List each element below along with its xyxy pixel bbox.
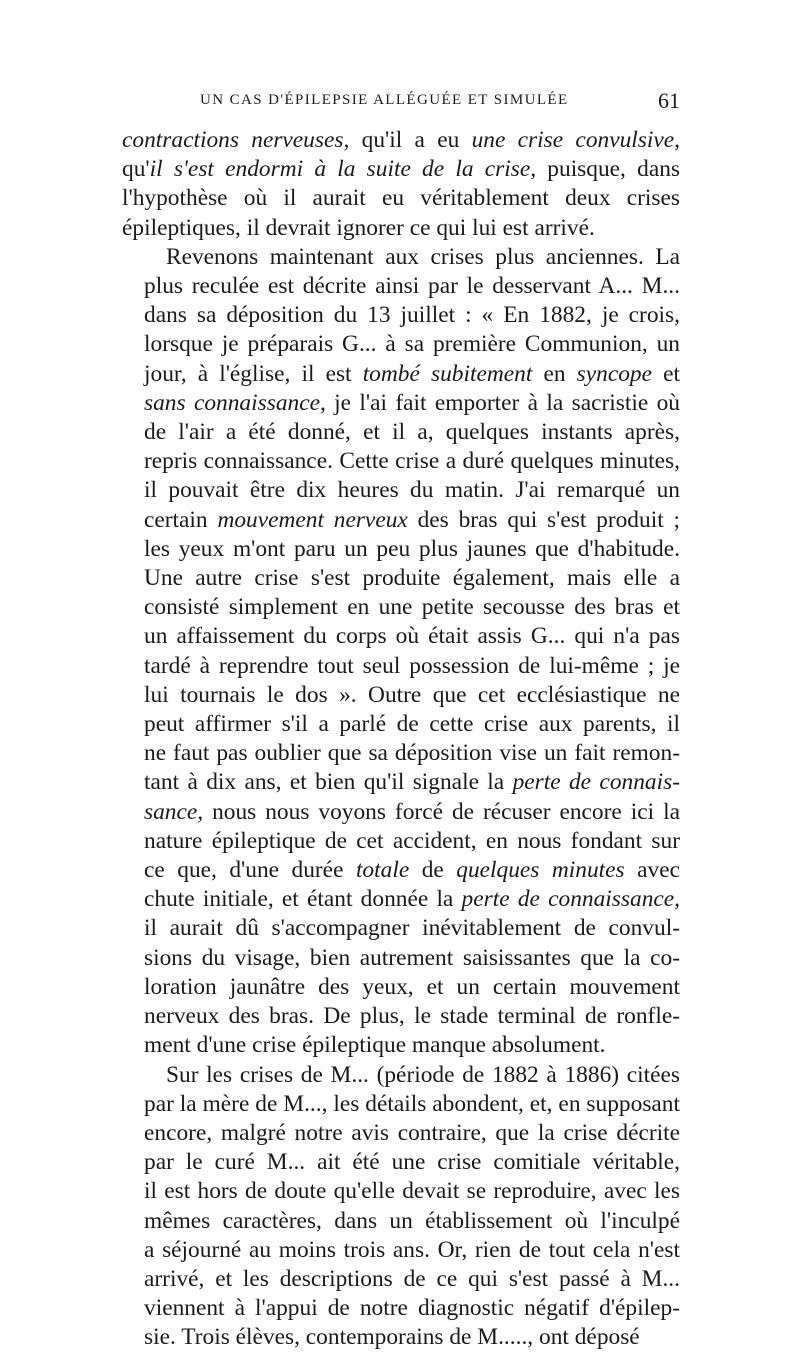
text-line [122,739,680,768]
text-segment: nous nous voyons forcé de récuser encore ici la [203,798,680,825]
text-segment: en [532,360,577,387]
text-segment: par la mère de M..., les détails abondent, et, en supposant [144,1090,680,1117]
text-segment: tant à dix ans, et bien qu'il signale la [144,769,513,796]
italic-text: perte de connaissance, [461,886,680,913]
text-segment: nerveux des bras. De plus, le stade terminal de ronfle- [144,1003,680,1030]
text-line [122,184,680,213]
text-segment: mêmes caractères, dans un établissement où l'inculpé [144,1207,680,1234]
italic-text: syncope [576,360,652,387]
text-segment: ne faut pas oublier que sa déposition vise un fait remon- [144,740,680,767]
text-segment: nature épileptique de cet accident, en nous fondant sur [144,827,680,854]
text-segment: sie. Trois élèves, contemporains de M....., ont déposé [144,1324,640,1351]
text-line [122,214,680,243]
italic-text: perte de connais- [512,769,680,796]
paragraph [122,126,680,243]
italic-text: quelques minutes [456,857,625,884]
text-segment: Sur les crises de M... (période de 1882 à 1886) citées [166,1061,680,1088]
italic-text: mouvement nerveux [217,506,408,533]
body-text [122,126,680,1353]
text-segment: viennent à l'appui de notre diagnostic négatif d'épilep- [144,1295,680,1322]
text-line [122,476,680,505]
text-line [122,1294,680,1323]
text-line [122,710,680,739]
text-segment: lui tournais le dos ». Outre que cet ecclésiastique ne [144,681,680,708]
text-segment: il aurait dû s'accompagner inévitablement de convul- [144,915,680,942]
text-segment: des bras qui s'est produit ; [407,506,680,533]
text-segment: qu'il a eu [349,127,472,153]
text-line [122,1177,680,1206]
text-line [122,856,680,885]
text-line [122,1207,680,1236]
text-segment: loration jaunâtre des yeux, et un certain mouvement [144,973,680,1000]
text-line [122,1031,680,1060]
italic-text: totale [355,857,410,884]
running-head [122,88,680,118]
text-line [122,1061,680,1090]
text-segment: Revenons maintenant aux crises plus anciennes. La [166,243,680,270]
text-segment: jour, à l'église, il est [144,360,363,387]
text-line [122,1090,680,1119]
text-line [122,301,680,330]
paragraph [122,1061,680,1353]
page-number: 61 [658,88,680,113]
text-segment: ce que, d'une durée [144,857,356,884]
text-line [122,973,680,1002]
text-line [122,1236,680,1265]
text-segment: arrivé, et les descriptions de ce qui s'est passé à M... [144,1265,680,1292]
text-segment: puisque, dans [536,156,681,183]
text-line [122,1119,680,1148]
text-line [122,652,680,681]
text-segment: certain [144,506,218,533]
text-segment: lorsque je préparais G... à sa première Communion, un [144,331,680,358]
text-segment: de l'air a été donné, et il a, quelques instants après, [144,419,680,446]
text-segment: peut affirmer s'il a parlé de cette crise aux parents, il [144,711,680,738]
italic-text: sance, [144,798,204,825]
text-line [122,447,680,476]
text-line [122,126,680,155]
text-line [122,155,680,184]
book-page [122,88,680,1353]
text-segment: plus reculée est décrite ainsi par le desservant A... M... [144,273,680,300]
text-segment: dans sa déposition du 13 juillet : « En 1882, je crois, [144,302,680,329]
text-segment: tardé à reprendre tout seul possession de lui-même ; je [144,652,680,679]
text-segment: de [409,857,457,884]
text-segment: consisté simplement en une petite secousse des bras et [144,594,680,621]
text-segment: les yeux m'ont paru un peu plus jaunes que d'habitude. [144,535,680,562]
italic-text: il s'est endormi à la suite de la crise, [149,156,537,183]
text-line [122,885,680,914]
text-line [122,418,680,447]
text-segment: un affaissement du corps où était assis G... qui n'a pas [144,623,680,650]
text-line [122,768,680,797]
text-line [122,593,680,622]
text-line [122,360,680,389]
italic-text: une crise convulsive, [471,127,680,153]
text-line [122,1265,680,1294]
text-line [122,243,680,272]
text-line [122,1323,680,1352]
italic-text: contractions nerveuses, [122,127,350,153]
text-segment: a séjourné au moins trois ans. Or, rien de tout cela n'est [144,1236,680,1263]
italic-text: tombé subitement [362,360,533,387]
paragraph [122,243,680,1061]
text-line [122,535,680,564]
text-line [122,272,680,301]
text-line [122,622,680,651]
text-segment: ment d'une crise épileptique manque absolument. [144,1032,606,1059]
text-line [122,914,680,943]
text-line [122,944,680,973]
text-segment: épileptiques, il devrait ignorer ce qui lui est arrivé. [122,214,595,241]
text-segment: chute initiale, et étant donnée la [144,886,462,913]
text-segment: sions du visage, bien autrement saisissantes que la co- [144,944,680,971]
text-line [122,389,680,418]
text-segment: repris connaissance. Cette crise a duré quelques minutes, [144,448,680,475]
text-line [122,681,680,710]
running-title: UN CAS D'ÉPILEPSIE ALLÉGUÉE ET SIMULÉE [200,92,569,108]
italic-text: sans connaissance, [144,389,326,416]
text-line [122,506,680,535]
text-segment: il est hors de doute qu'elle devait se reproduire, avec les [144,1178,680,1205]
text-segment: qu' [122,156,150,183]
text-segment: et [652,360,681,387]
text-segment: avec [624,857,680,884]
text-line [122,330,680,359]
text-segment: il pouvait être dix heures du matin. J'ai remarqué un [144,477,680,504]
text-line [122,827,680,856]
text-line [122,798,680,827]
text-segment: je l'ai fait emporter à la sacristie où [325,389,680,416]
text-segment: Une autre crise s'est produite également, mais elle a [144,565,680,592]
text-line [122,1148,680,1177]
text-segment: encore, malgré notre avis contraire, que la crise décrite [144,1119,680,1146]
text-line [122,564,680,593]
text-line [122,1002,680,1031]
text-segment: par le curé M... ait été une crise comitiale véritable, [144,1149,680,1176]
text-segment: l'hypothèse où il aurait eu véritablement deux crises [122,185,680,212]
